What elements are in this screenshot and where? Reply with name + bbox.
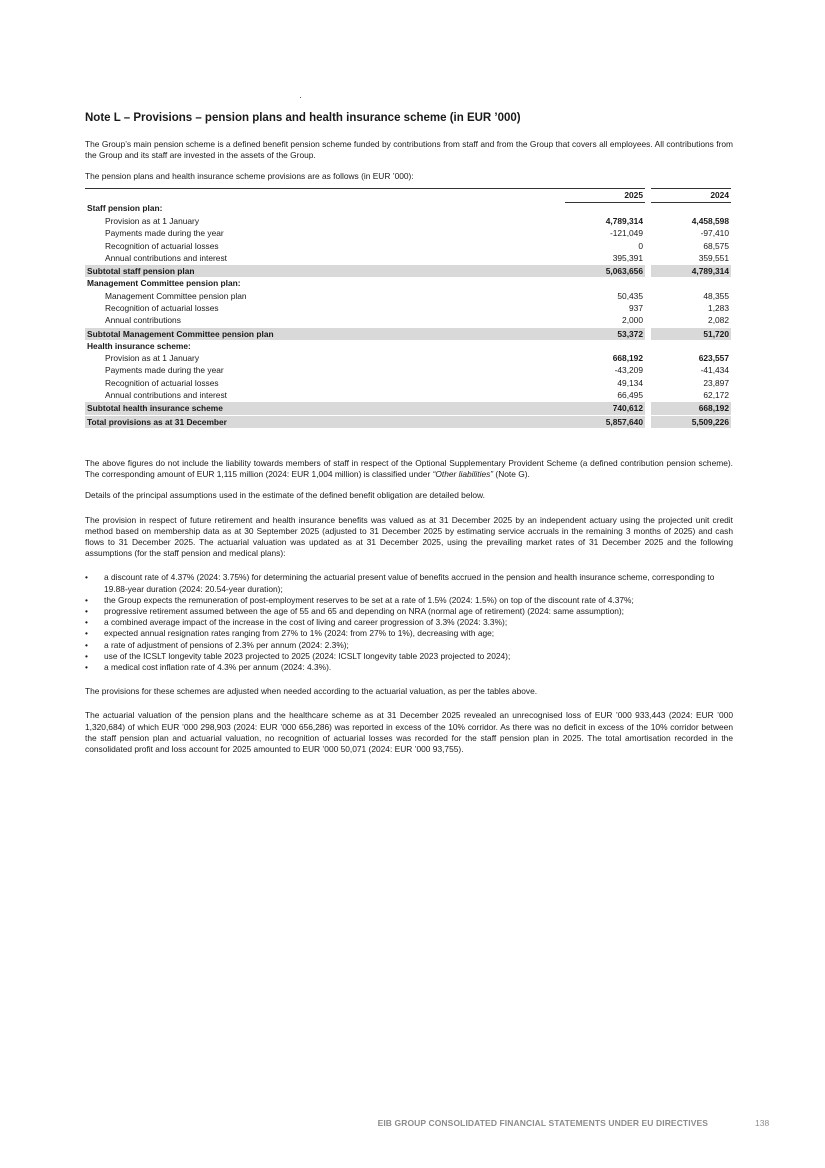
row-value-2024: -41,434 (700, 365, 729, 376)
row-value-2025: 2,000 (622, 315, 643, 326)
table-row (85, 215, 731, 227)
table-row (85, 377, 731, 389)
row-value-2025: 50,435 (617, 290, 643, 301)
note-content (85, 111, 733, 765)
list-item: • a medical cost inflation rate of 4.3% per annum (2024: 4.3%). (98, 662, 733, 673)
page-footer: EIB GROUP CONSOLIDATED FINANCIAL STATEMENTS UNDER EU DIRECTIVES (377, 1118, 708, 1128)
row-value-2025: 668,192 (612, 353, 643, 364)
section-label: Management Committee pension plan: (87, 278, 241, 289)
row-label: Provision as at 1 January (105, 215, 200, 226)
row-value-2025: 937 (629, 302, 643, 313)
total-2024: 5,509,226 (651, 415, 731, 428)
row-value-2025: 66,495 (617, 390, 643, 401)
table-intro: The pension plans and health insurance scheme provisions are as follows (in EUR ’000): (85, 171, 414, 182)
osps-paragraph: The above figures do not include the liability towards members of staff in respect of the Optional Supplementary Provident Scheme (a defined contribution pension scheme). The corresponding amount of EUR 1,115 million (2024: EUR 1,004 million) is classified under “Other liabilities” (Note G). (85, 457, 733, 480)
subtotal-2024: 51,720 (651, 327, 731, 340)
row-value-2024: 48,355 (703, 290, 729, 301)
table-header-row (85, 188, 731, 202)
row-label: Annual contributions (105, 315, 181, 326)
row-value-2024: 4,458,598 (691, 215, 729, 226)
header-blank (85, 188, 565, 202)
stray-dot (300, 97, 301, 98)
loss-paragraph: The actuarial valuation of the pension plans and the healthcare scheme as at 31 December 2025 revealed an unrecognised loss of EUR ’000 933,443 (2024: EUR ’000 1,320,684) of which EUR ’000 298,903 (2024: EUR ’000 656,286) was reported in excess of the 10% corridor. As there was no deficit in excess of the 10% corridor between the staff pension plan and actuarial valuation, no recognition of actuarial losses was recorded for the staff pension plan in 2025. The total amortisation recorded in the consolidated profit and loss account for 2025 amounted to EUR ’000 50,071 (2024: EUR ’000 93,755). (85, 710, 733, 755)
list-item: • expected annual resignation rates ranging from 27% to 1% (2024: from 27% to 1%), decreasing with age; (98, 628, 733, 639)
table-row (85, 290, 731, 302)
row-value-2025: 4,789,314 (605, 215, 643, 226)
row-value-2024: 68,575 (703, 240, 729, 251)
table-row (85, 364, 731, 376)
subtotal-2024: 4,789,314 (651, 265, 731, 278)
details-paragraph: Details of the principal assumptions used in the estimate of the defined benefit obligation are detailed below. (85, 490, 485, 501)
section-header (85, 277, 731, 289)
row-value-2024: 359,551 (698, 252, 729, 263)
adjusted-paragraph: The provisions for these schemes are adjusted when needed according to the actuarial valuation, as per the tables above. (85, 686, 538, 697)
row-label: Annual contributions and interest (105, 390, 227, 401)
subtotal-2024: 668,192 (651, 402, 731, 415)
row-label: Payments made during the year (105, 228, 224, 239)
row-value-2025: -121,049 (609, 228, 643, 239)
table-row (85, 352, 731, 364)
row-value-2024: 2,082 (708, 315, 729, 326)
list-item: • a rate of adjustment of pensions of 2.3% per annum (2024: 2.3%); (98, 640, 733, 651)
section-label: Health insurance scheme: (87, 340, 191, 351)
subtotal-label: Subtotal staff pension plan (85, 265, 565, 278)
subtotal-label: Subtotal health insurance scheme (85, 402, 565, 415)
row-value-2024: 62,172 (703, 390, 729, 401)
row-label: Recognition of actuarial losses (105, 240, 219, 251)
row-value-2024: 623,557 (698, 353, 729, 364)
row-value-2025: 0 (638, 240, 643, 251)
table-row (85, 240, 731, 252)
note-title: Note L – Provisions – pension plans and health insurance scheme (in EUR ’000) (85, 112, 521, 124)
row-value-2024: 1,283 (708, 302, 729, 313)
table-row (85, 302, 731, 314)
total-label: Total provisions as at 31 December (85, 415, 565, 428)
subtotal-2025: 5,063,656 (565, 265, 645, 278)
header-2024: 2024 (651, 188, 731, 202)
header-2025: 2025 (565, 188, 645, 202)
total-row (85, 415, 731, 428)
row-label: Payments made during the year (105, 365, 224, 376)
section-label: Staff pension plan: (87, 203, 163, 214)
row-value-2025: -43,209 (614, 365, 643, 376)
page-number: 138 (755, 1118, 770, 1128)
total-2025: 5,857,640 (565, 415, 645, 428)
row-label: Management Committee pension plan (105, 290, 247, 301)
list-item: • use of the ICSLT longevity table 2023 projected to 2025 (2024: ICSLT longevity table 2023 projected to 2024); (98, 651, 733, 662)
subtotal-label: Subtotal Management Committee pension plan (85, 327, 565, 340)
provisions-table (85, 188, 731, 428)
subtotal-2025: 740,612 (565, 402, 645, 415)
subtotal-row (85, 402, 731, 415)
row-value-2025: 395,391 (612, 252, 643, 263)
assumptions-list (85, 572, 733, 673)
row-label: Recognition of actuarial losses (105, 302, 219, 313)
list-item: • the Group expects the remuneration of post-employment reserves to be set at a rate of 1.5% (2024: 1.5%) on top of the discount rate of 4.37%; (98, 595, 733, 606)
section-header (85, 202, 731, 215)
list-item: • a combined average impact of the increase in the cost of living and career progression of 3.3% (2024: 3.3%); (98, 617, 733, 628)
row-label: Annual contributions and interest (105, 252, 227, 263)
subtotal-row (85, 265, 731, 278)
subtotal-2025: 53,372 (565, 327, 645, 340)
row-label: Provision as at 1 January (105, 353, 200, 364)
row-label: Recognition of actuarial losses (105, 377, 219, 388)
subtotal-row (85, 327, 731, 340)
list-item: • a discount rate of 4.37% (2024: 3.75%) for determining the actuarial present value of benefits accrued in the pension and health insurance scheme, corresponding to 19.88-year duration (2024: 20.54-year duration); (98, 572, 733, 594)
intro-paragraph: The Group’s main pension scheme is a defined benefit pension scheme funded by contributions from staff and from the Group that covers all employees. All contributions from the Group and its staff are invested in the assets of the Group. (85, 139, 733, 161)
list-item: • progressive retirement assumed between the age of 55 and 65 and depending on NRA (normal age of retirement) (2024: same assumption); (98, 606, 733, 617)
other-liabilities-term: “Other liabilities” (432, 469, 494, 480)
row-value-2025: 49,134 (617, 377, 643, 388)
table-row (85, 252, 731, 265)
row-value-2024: 23,897 (703, 377, 729, 388)
table-row (85, 227, 731, 239)
table-row (85, 389, 731, 402)
table-row (85, 314, 731, 327)
valuation-paragraph: The provision in respect of future retirement and health insurance benefits was valued as at 31 December 2025 by an independent actuary using the projected unit credit method based on membership data as at 30 September 2025 (adjusted to 31 December 2025 by estimating service accruals in the remaining 3 months of 2025) and cash flows to 31 December 2025. The actuarial valuation was updated as at 31 December 2025, using the prevailing market rates of 31 December 2025 and the following assumptions (for the staff pension and medical plans): (85, 514, 733, 559)
row-value-2024: -97,410 (700, 228, 729, 239)
section-header (85, 340, 731, 352)
